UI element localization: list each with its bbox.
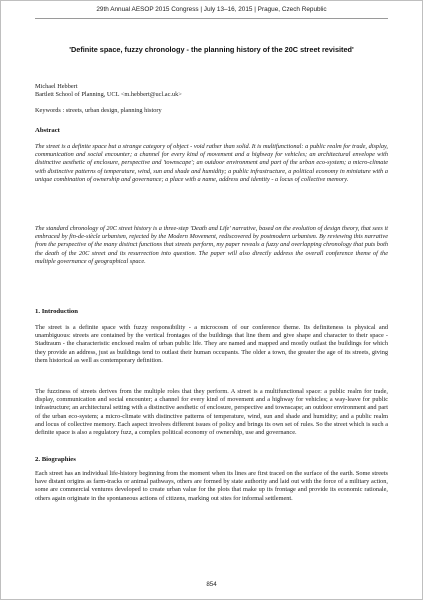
abstract-paragraph-1: The street is a definite space but a strange category of object - void rather than solid. It is multifunctional: a public realm for trade, display, communication and social encounter; a channel for every kind of movement and a highway for vehicles; an architectural envelope with distinctive aesthetic of enclosure, perspective and 'townscape'; an outdoor environment and part of the urban eco-system; a micro-climate with distinctive patterns of temperature, wind, sun and shade and humidity; a public infrastructure, a political economy in miniature with a unique combination of ownership and governance; a place with a name, address and identity - a locus of collective memory. (35, 143, 388, 183)
biographies-paragraph-1: Each street has an individual life-history beginning from the moment when its lines are first traced on the surface of the earth. Some streets have distant origins as farm-tracks or animal pathways, others are formed by state authority and laid out with the force of a military action, some are commercial ventures developed to create urban value for the plots that make up its frontage and provide its economic rationale, others again originate in the spontaneous actions of citizens, marking out sites for informal settlement. (35, 470, 388, 502)
page-number: 854 (206, 581, 217, 588)
biographies-heading: 2. Biographies (35, 456, 76, 463)
abstract-heading: Abstract (35, 127, 60, 134)
author-name: Michael Hebbert (35, 83, 78, 90)
introduction-paragraph-1: The street is a definite space with fuzzy responsibility - a microcosm of our conference theme. Its definiteness is physical and unambiguous: streets are contained by the vertical frontages of the buildings that line them and give shape and character to their space - Stadtraum - the characteristic enclosed realm of urban public life. They are named and mapped and mostly outlast the buildings for which they provide an address, just as buildings tend to outlast their human occupants. The older a town, the greater the age of its streets, giving them historical as well as contemporary definition. (35, 324, 388, 364)
abstract-paragraph-2: The standard chronology of 20C street history is a three-step 'Death and Life' narrative, based on the evolution of design theory, that sees it embraced by fin-de-siècle urbanism, rejected by the Modern Movement, rediscovered by postmodern urbanism. By reviewing this narrative from the perspective of the many distinct functions that streets perform, my paper reveals a fuzzy and overlapping chronology that puts both the death of the 20C street and its resurrection into question. The paper will also directly address the overall conference theme of the multiple governance of geographical space. (35, 225, 388, 265)
introduction-paragraph-2: The fuzziness of streets derives from the multiple roles that they perform. A street is a multifunctional space: a public realm for trade, display, communication and social encounter; a channel for every kind of movement and a highway for vehicles; a way-leave for public infrastructure; an architectural setting with a distinctive aesthetic of enclosure, perspective and townscape; an outdoor environment and part of the urban eco-system; a micro-climate with distinctive patterns of temperature, wind, sun and shade and humidity; and a public realm and locus of collective memory. Each aspect involves different issues of policy and brings its own set of rules. So the street which is such a definite space is also a regulatory fuzz, a complex political economy of ownership, use and governance. (35, 388, 388, 437)
keywords: Keywords : streets, urban design, planning history (35, 107, 162, 114)
author-affiliation: Bartlett School of Planning, UCL <m.hebbert@ucl.ac.uk> (35, 91, 182, 98)
paper-title: 'Definite space, fuzzy chronology - the planning history of the 20C street revisited' (69, 45, 354, 54)
conference-header: 29th Annual AESOP 2015 Congress | July 13–16, 2015 | Prague, Czech Republic (96, 6, 327, 13)
introduction-heading: 1. Introduction (35, 308, 78, 315)
header-rule (35, 18, 388, 19)
